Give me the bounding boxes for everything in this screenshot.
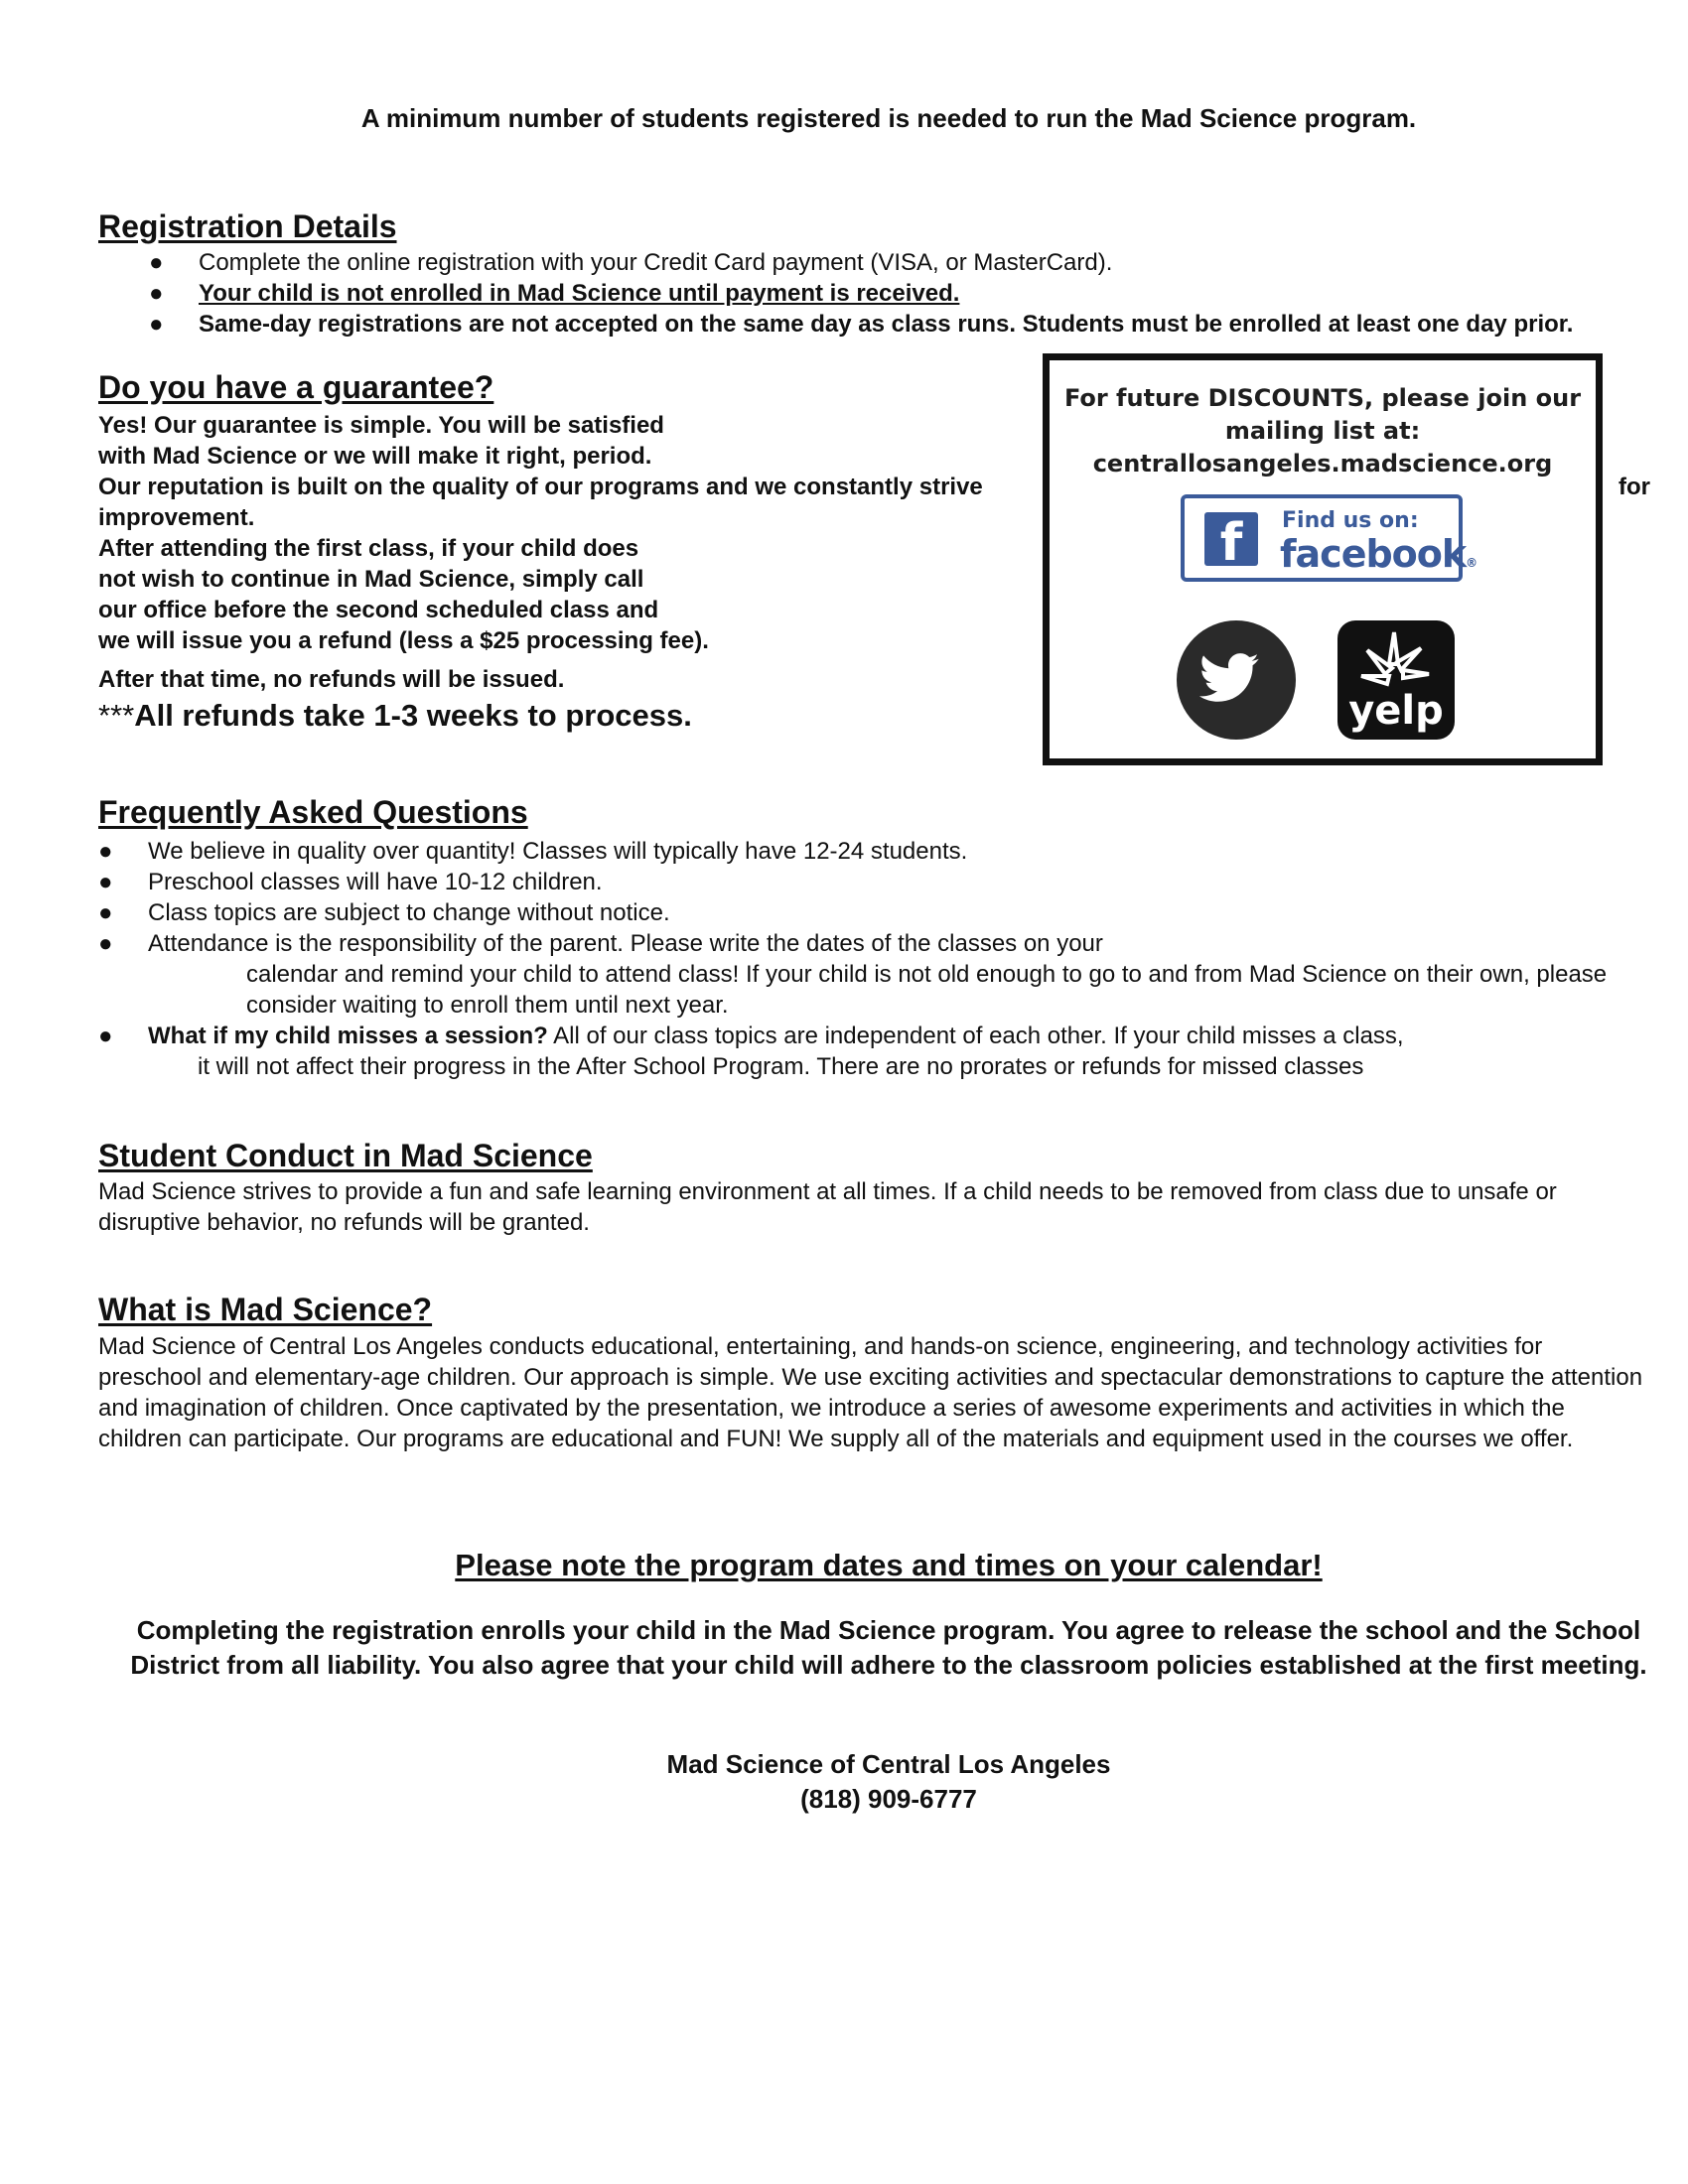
registration-item-3 [149, 309, 1573, 340]
bullet-icon: ● [98, 930, 113, 957]
facebook-wordmark-text: facebook [1280, 532, 1467, 576]
facebook-wordmark [1280, 532, 1477, 576]
registration-agreement: Completing the registration enrolls your child in the Mad Science program. You agree to release the school and the School District from all liability. You also agree that your child will adhere to the classroom policies established at the first meeting. [130, 1615, 1647, 1680]
guarantee-line: not wish to continue in Mad Science, simply call [98, 566, 644, 593]
calendar-note: Please note the program dates and times on your calendar! [455, 1548, 1323, 1582]
faq-item-text: All of our class topics are independent of each other. If your child misses a class, [547, 1023, 1404, 1049]
guarantee-line: with Mad Science or we will make it right, period. [98, 443, 652, 470]
guarantee-line: Yes! Our guarantee is simple. You will be satisfied [98, 412, 664, 439]
faq-item-text: Class topics are subject to change without notice. [148, 899, 670, 926]
refund-timing-text: All refunds take 1-3 weeks to process. [134, 698, 692, 733]
refund-timing-note [98, 698, 692, 734]
phone-number: (818) 909-6777 [800, 1784, 977, 1814]
yelp-burst-icon [1337, 620, 1455, 740]
about-heading: What is Mad Science? [98, 1292, 433, 1327]
guarantee-line: our office before the second scheduled class and [98, 597, 659, 623]
faq-item-text: Attendance is the responsibility of the parent. Please write the dates of the classes on your [148, 930, 1103, 957]
yelp-wordmark: yelp [1348, 688, 1444, 734]
bullet-icon: ● [149, 311, 164, 338]
faq-item-5 [98, 1021, 1404, 1051]
yelp-button[interactable] [1337, 620, 1455, 740]
faq-item-3 [98, 897, 670, 928]
discount-text-line: For future DISCOUNTS, please join our [1063, 384, 1582, 412]
faq-heading: Frequently Asked Questions [98, 794, 528, 830]
guarantee-line: we will issue you a refund (less a $25 processing fee). [98, 627, 709, 654]
conduct-heading: Student Conduct in Mad Science [98, 1138, 593, 1173]
twitter-button[interactable] [1177, 620, 1296, 740]
registration-item-text: Your child is not enrolled in Mad Science until payment is received. [199, 280, 960, 307]
faq-item-4 [98, 928, 1103, 959]
faq-item-2 [98, 867, 603, 897]
faq-item-4-continued: calendar and remind your child to attend class! If your child is not old enough to go to and from Mad Science on their own, please [246, 961, 1608, 988]
registration-item-1 [149, 247, 1112, 278]
conduct-paragraph: Mad Science strives to provide a fun and safe learning environment at all times. If a child needs to be removed from class due to unsafe or disruptive behavior, no refunds will be granted. [98, 1178, 1557, 1236]
registration-item-2 [149, 278, 959, 309]
bullet-icon: ● [98, 838, 113, 865]
minimum-students-note: A minimum number of students registered is needed to run the Mad Science program. [360, 103, 1417, 133]
faq-item-question: What if my child misses a session? [148, 1023, 548, 1049]
bullet-icon: ● [149, 280, 164, 307]
guarantee-line: After attending the first class, if your child does [98, 535, 639, 562]
facebook-button[interactable] [1181, 494, 1477, 582]
faq-item-4-continued: consider waiting to enroll them until next year. [246, 992, 729, 1019]
guarantee-heading: Do you have a guarantee? [98, 369, 494, 405]
bullet-icon: ● [98, 1023, 113, 1049]
faq-item-text: Preschool classes will have 10-12 children. [148, 869, 603, 895]
twitter-bird-icon [1177, 620, 1296, 740]
guarantee-line: improvement. [98, 504, 255, 531]
faq-item-1 [98, 836, 967, 867]
about-paragraph: Mad Science of Central Los Angeles conducts educational, entertaining, and hands-on science, engineering, and technology activities for preschool and elementary-age children. Our approach is simple. We use exciting activities and spectacular demonstrations to capture the attention and imagination of children. Once captivated by the presentation, we introduce a series of awesome experiments and activities in which the children can participate. Our programs are educational and FUN! We supply all of the materials and equipment used in the courses we offer. [98, 1333, 1643, 1452]
facebook-find-us-text: Find us on: [1282, 508, 1419, 533]
registration-heading: Registration Details [98, 208, 397, 244]
guarantee-for-word: for [1618, 474, 1650, 500]
registration-item-text: Same-day registrations are not accepted on the same day as class runs. Students must be enrolled at least one day prior. [199, 311, 1574, 338]
refund-stars: *** [98, 698, 135, 733]
social-media-box [1043, 353, 1603, 765]
registration-item-text: Complete the online registration with your Credit Card payment (VISA, or MasterCard). [199, 249, 1113, 276]
guarantee-line: After that time, no refunds will be issued. [98, 666, 565, 693]
bullet-icon: ● [98, 869, 113, 895]
organization-name: Mad Science of Central Los Angeles [666, 1749, 1111, 1779]
mailing-list-url[interactable]: centrallosangeles.madscience.org [1092, 450, 1553, 478]
registered-mark: ® [1466, 556, 1477, 570]
faq-item-text: We believe in quality over quantity! Classes will typically have 12-24 students. [148, 838, 968, 865]
calendar-note-wrapper [0, 1548, 1688, 1583]
faq-item-5-continued: it will not affect their progress in the After School Program. There are no prorates or refunds for missed classes [198, 1053, 1364, 1080]
facebook-icon: f [1204, 512, 1258, 566]
bullet-icon: ● [149, 249, 164, 276]
bullet-icon: ● [98, 899, 113, 926]
discount-text-line: mailing list at: [1224, 417, 1421, 445]
guarantee-line: Our reputation is built on the quality of our programs and we constantly strive [98, 474, 983, 500]
